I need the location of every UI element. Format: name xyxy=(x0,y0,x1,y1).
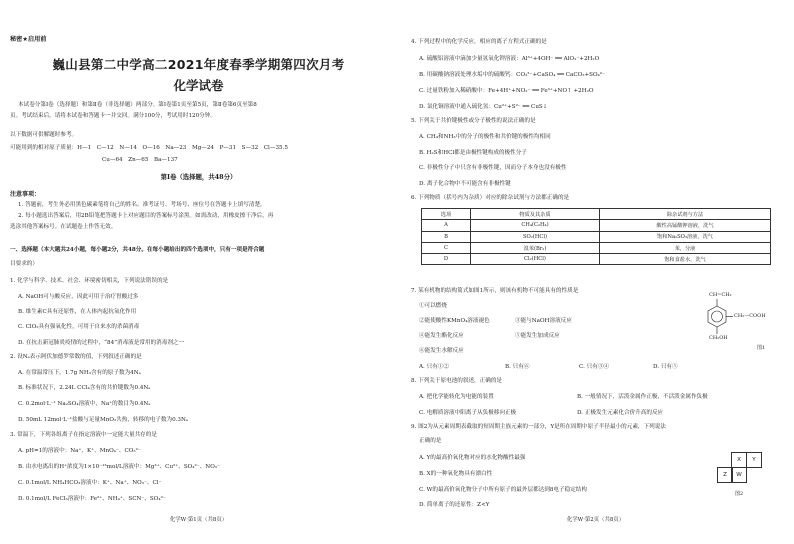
q1-stem: 1. 化学与科学、技术、社会、环境密切相关，下列说法错误的是 xyxy=(10,278,169,284)
table-row xyxy=(422,231,771,242)
part-1-heading-cont: 目要求的） xyxy=(10,261,38,267)
q3-option-d: D. 0.1mol/L FeCl₃溶液中：Fe²⁺、NH₄⁺、SCN⁻、SO₄²⁻ xyxy=(18,496,166,502)
q2-option-b: B. 标准状况下，2.24L CCl₄含有的共价键数为0.4Nₐ xyxy=(18,385,151,391)
element-cell-w: W xyxy=(731,467,747,483)
confidential-label: 秘密★启用前 xyxy=(10,36,47,43)
q1-option-a: A. NaOH可与酸反应，因此可用于治疗胃酸过多 xyxy=(18,294,139,300)
element-cell-y: Y xyxy=(746,452,762,468)
q7-item-6: ⑥能发生水解反应 xyxy=(419,348,464,354)
q7-item-3: ③能与NaOH溶液反应 xyxy=(515,318,572,324)
table-cell: 饱和Na₂SO₃溶液，洗气 xyxy=(600,231,771,242)
table-cell: 苯，分液 xyxy=(600,242,771,253)
atom-mass-line-1: 可能用到的相对原子质量：H—1 C—12 N—14 O—16 Na—23 Mg—24 P—31 S—32 Cl—35.5 xyxy=(10,145,288,151)
q5-option-d: D. 离子化合物中不可能含有非极性键 xyxy=(419,181,511,187)
section-heading: 第Ⅰ卷（选择题，共48分） xyxy=(160,173,237,181)
q3-option-b: B. 由水电离出的H⁺浓度为1×10⁻¹³mol/L溶液中：Mg²⁺、Cu²⁺、SO₄²⁻、NO₃⁻ xyxy=(18,464,220,470)
q5-option-c: C. 非极性分子中只含有非极性键，因而分子本身也没有极性 xyxy=(419,165,567,171)
page-footer-2: 化学W·第2页（共8页） xyxy=(566,517,625,523)
fig2-label: 图2 xyxy=(735,491,744,497)
q1-option-c: C. ClO₂具有强氧化性，可用于自来水的杀菌消毒 xyxy=(18,324,140,330)
table-cell: Cl₂(HCl) xyxy=(471,254,600,265)
q1-option-b: B. 维生素C具有还原性，在人体内起抗氧化作用 xyxy=(18,309,137,315)
q9-stem: 9. 图2为从元素周期表截取的短周期主族元素的一部分，Y是所在周期中原子半径最小的元素，下列说法 xyxy=(411,424,666,430)
figure-1-structure xyxy=(697,292,789,356)
q8-option-b: B. 一般情况下，活泼金属作正极，不活泼金属作负极 xyxy=(577,394,708,400)
q4-stem: 4. 下列过程中的化学反应，相应的离子方程式正确的是 xyxy=(411,39,547,45)
table-header-row xyxy=(422,209,771,220)
table-header-cell: 物质及其杂质 xyxy=(471,209,600,220)
fig1-top-group: CH=CH₂ xyxy=(709,292,732,298)
q1-option-d: D. 在抗击新冠肺炎疫情的过程中，“84”消毒液是常用的消毒剂之一 xyxy=(18,340,185,346)
q8-stem: 8. 下列关于原电池的叙述，正确的是 xyxy=(411,378,503,384)
note-1: 1. 答题前，考生务必用黑色碳素笔将自己的姓名、准考证号、考场号、座位号在答题卡上填写清楚。 xyxy=(18,202,266,208)
q4-option-d: D. 氯化铜溶液中通入硫化氢：Cu²⁺+S²⁻ ══ CuS↓ xyxy=(419,104,548,110)
part-1-heading: 一、选择题（本大题共24小题，每小题2分，共48分。在每小题给出的四个选项中，只有一项是符合题 xyxy=(10,247,265,253)
atom-mass-line-2: Cu—64 Zn—65 Ba—137 xyxy=(102,157,178,163)
table-cell: SO₂(HCl) xyxy=(471,231,600,242)
atom-intro: 以下数据可供解题时参考。 xyxy=(10,132,78,138)
fig1-bottom-group: CH₂OH xyxy=(709,335,728,341)
q7-item-1: ①可以燃烧 xyxy=(419,303,447,309)
q7-item-5: ⑤能发生加成反应 xyxy=(515,333,560,339)
exam-title: 巍山县第二中学高二2021年度春季学期第四次月考 xyxy=(52,57,345,72)
q5-stem: 5. 下列关于共价键极性或分子极性的说法正确的是 xyxy=(411,118,536,124)
q9-stem-cont: 正确的是 xyxy=(419,438,442,444)
element-cell-x: X xyxy=(731,452,747,468)
table-header-cell: 除杂试剂与方法 xyxy=(600,209,771,220)
q4-option-b: B. 用碳酸钠溶液处理水垢中的硫酸钙：CO₃²⁻+CaSO₄ ══ CaCO₃+SO₄²⁻ xyxy=(419,72,605,78)
q4-option-a: A. 硫酸铝溶液中滴加少量氢氧化钾溶液：Al³⁺+4OH⁻ ══ AlO₂⁻+2H₂O xyxy=(419,56,600,62)
exam-subtitle: 化学试卷 xyxy=(173,78,224,93)
page-footer-1: 化学W·第1页（共8页） xyxy=(169,517,228,523)
q7-item-4: ④能发生酯化反应 xyxy=(419,333,464,339)
table-cell: D xyxy=(422,254,471,265)
q7-answer-a: A. 只有①② xyxy=(419,364,449,370)
figure-2-periodic-grid xyxy=(717,452,767,500)
table-cell: CH₄(C₂H₄) xyxy=(471,220,600,231)
q9-option-b: B. X的一种氧化物具有漂白性 xyxy=(419,471,493,477)
q3-option-c: C. 0.1mol/L NH₄HCO₃溶液中：K⁺、Na⁺、NO₃⁻、Cl⁻ xyxy=(18,480,162,486)
q7-item-2: ②能使酸性KMnO₄溶液褪色 xyxy=(419,318,490,324)
q4-option-c: C. 过量铁粉加入稀硝酸中：Fe+4H⁺+NO₃⁻ ══ Fe³⁺+NO↑ +2H₂O xyxy=(419,88,594,94)
right-page xyxy=(397,0,794,544)
table-row xyxy=(422,254,771,265)
q2-stem: 2. 设Nₐ表示阿伏加德罗常数的值，下列叙述正确的是 xyxy=(10,354,142,360)
fig1-label: 图1 xyxy=(757,345,766,351)
table-cell: C xyxy=(422,242,471,253)
q6-table xyxy=(421,208,771,265)
q2-option-c: C. 0.2mol·L⁻¹ Na₂SO₄溶液中，Na⁺的数目为0.4Nₐ xyxy=(18,401,151,407)
note-3: 选涂其他答案标号。在试题卷上作答无效。 xyxy=(10,224,117,230)
table-cell: 溴苯(Br₂) xyxy=(471,242,600,253)
intro-line-2: 页。考试结束后，请将本试卷和答题卡一并交回。满分100分，考试用时120分钟。 xyxy=(10,113,216,119)
q2-option-d: D. 50mL 12mol·L⁻¹盐酸与足量MnO₂共热，转移的电子数为0.3Nₐ xyxy=(18,417,189,423)
table-cell: B xyxy=(422,231,471,242)
q9-option-d: D. 简单离子的还原性：Z<Y xyxy=(419,502,490,508)
table-cell: 酸性高锰酸钾溶液，洗气 xyxy=(600,220,771,231)
q8-option-c: C. 电解质溶液中阳离子从负极移向正极 xyxy=(419,410,517,416)
table-row xyxy=(422,242,771,253)
intro-line-1: 本试卷分第Ⅰ卷（选择题）和第Ⅱ卷（非选择题）两部分。第Ⅰ卷第1页至第5页，第Ⅱ卷第6页至第8 xyxy=(18,102,257,108)
q5-option-a: A. CH₄和NH₃中的分子的极性和共价键的极性均相同 xyxy=(419,134,551,140)
note-2: 2. 每小题选出答案后，用2B铅笔把答题卡上对应题目的答案标号涂黑。如需改动，用橡皮擦干净后，再 xyxy=(18,213,274,219)
q3-stem: 3. 常温下，下列各组离子在指定溶液中一定能大量共存的是 xyxy=(10,432,157,438)
q7-answer-c: C. 只有③④ xyxy=(579,364,610,370)
q8-option-d: D. 正极发生元素化合价升高的反应 xyxy=(577,410,664,416)
notes-title: 注意事项： xyxy=(10,191,41,198)
q9-option-a: A. Y的最高价氧化物对应的水化物酸性最强 xyxy=(419,455,526,461)
q2-option-a: A. 在常温常压下，1.7g NH₃含有的原子数为4Nₐ xyxy=(18,370,141,376)
q7-answer-b: B. 只有⑥ xyxy=(505,364,530,370)
table-row xyxy=(422,220,771,231)
q6-stem: 6. 下列物质（括号内为杂质）对应的除杂试剂与方法都正确的是 xyxy=(411,195,570,201)
element-cell-z: Z xyxy=(717,467,733,483)
q3-option-a: A. pH=1的溶液中：Na⁺、K⁺、MnO₄⁻、CO₃²⁻ xyxy=(18,448,141,454)
q8-option-a: A. 把化学能转化为电能的装置 xyxy=(419,394,494,400)
fig1-right-group: CH₂—COOH xyxy=(734,313,766,319)
q9-option-c: C. W的最高价氧化物分子中所有原子的最外层都达到8电子稳定结构 xyxy=(419,487,587,493)
table-header-cell: 选项 xyxy=(422,209,471,220)
q7-stem: 7. 某有机物的结构简式如图1所示，则该有机物不可能具有的性质是 xyxy=(411,288,579,294)
q5-option-b: B. H₂S和HCl都是由极性键构成的极性分子 xyxy=(419,150,527,156)
table-cell: A xyxy=(422,220,471,231)
benzene-ring-icon xyxy=(697,292,789,356)
table-cell: 饱和食盐水，洗气 xyxy=(600,254,771,265)
q7-answer-d: D. 只有⑤ xyxy=(653,364,678,370)
